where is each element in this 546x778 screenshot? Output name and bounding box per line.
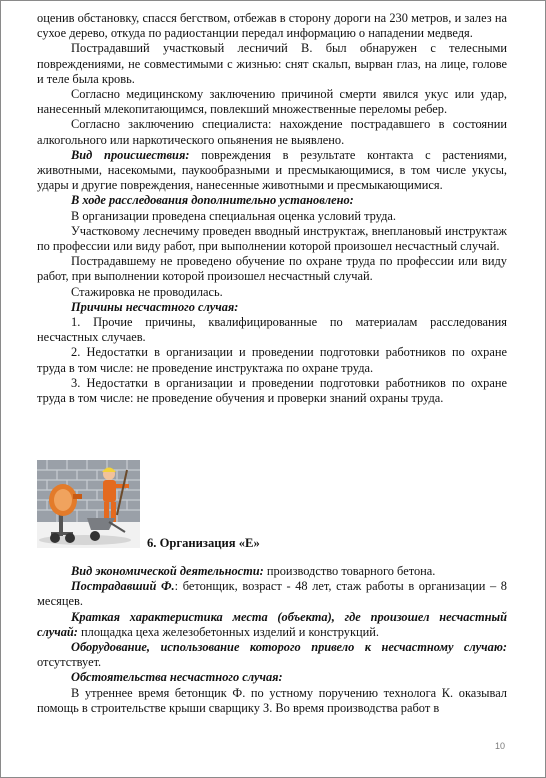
list-item: 2. Недостатки в организации и проведении подготовки работников по охране труда в том числе: не проведение инструктажа по охране труда. <box>37 345 507 375</box>
paragraph <box>37 193 507 208</box>
paragraph-text: площадка цеха железобетонных изделий и конструкций. <box>77 624 380 639</box>
label-circumstances: Обстоятельства несчастного случая: <box>71 670 283 685</box>
paragraph: В организации проведена специальная оценка условий труда. <box>71 208 396 223</box>
paragraph: Пострадавший участковый лесничий В. был обнаружен с телесными повреждениями, не совместимыми с жизнью: снят скальп, вырван глаз, на лице, голове и теле была кровь. <box>37 41 507 86</box>
paragraph <box>37 300 507 315</box>
list-item: 3. Недостатки в организации и проведении подготовки работников по охране труда в том числе: не проведение обучения и проверки знаний охраны труда. <box>37 375 507 406</box>
paragraph: Согласно медицинскому заключению причиной смерти явился укус или удар, нанесенный млекопитающимся, повлекший множественные переломы ребер. <box>37 87 507 117</box>
construction-worker-icon <box>37 460 140 548</box>
list-item: 1. Прочие причины, квалифицированные по материалам расследования несчастных случаев. <box>37 315 507 345</box>
label-activity: Вид экономической деятельности: <box>71 564 264 578</box>
label-victim: Пострадавший Ф. <box>71 579 175 594</box>
paragraph <box>37 148 507 194</box>
body-text-top <box>37 11 507 406</box>
label-equipment: Оборудование, использование которого привело к несчастному случаю: <box>71 640 507 655</box>
paragraph: Стажировка не проводилась. <box>71 284 223 299</box>
paragraph-text: : бетонщик, возраст - 48 лет, стаж работы в организации – 8 месяцев. <box>37 579 507 609</box>
paragraph-text: повреждения в результате контакта с растениями, животными, насекомыми, паукообразными и пресмыкающимися, в том числе укусы, удары и другие повреждения, нанесенные животными и пресмыкающимися. <box>37 147 507 193</box>
paragraph: Пострадавшему не проведено обучение по охране труда по профессии или виду работ, при выполнении которой произошел несчастный случай. <box>37 254 507 284</box>
paragraph <box>37 640 507 670</box>
paragraph: Согласно заключению специалиста: нахождение пострадавшего в состоянии алкогольного или наркотического опьянения не выявлено. <box>37 117 507 147</box>
paragraph: В утреннее время бетонщик Ф. по устному поручению технолога К. оказывал помощь в строительстве крыши сварщику З. Во время производства работ в <box>37 685 507 715</box>
section-title: 6. Организация «Е» <box>147 536 260 550</box>
paragraph: оценив обстановку, спасся бегством, отбежав в сторону дороги на 230 метров, и залез на сухое дерево, откуда по радиостанции передал информацию о нападении медведя. <box>37 11 507 41</box>
paragraph <box>37 564 507 579</box>
paragraph <box>37 579 507 609</box>
label-investigation: В ходе расследования дополнительно установлено: <box>71 193 354 208</box>
label-place: Краткая характеристика места (объекта), где произошел несчастный случай: <box>37 609 507 639</box>
paragraph <box>37 610 507 640</box>
paragraph <box>37 670 507 685</box>
body-text-bottom <box>37 564 507 716</box>
label-incident-type: Вид происшествия: <box>71 147 190 162</box>
paragraph-text: производство товарного бетона. <box>263 564 436 578</box>
paragraph-text: отсутствует. <box>37 655 102 670</box>
paragraph: Участковому леснечиму проведен вводный инструктаж, внеплановый инструктаж по профессии или виду работ, при выполнении которой произошел несчастный случай. <box>37 223 507 254</box>
label-causes: Причины несчастного случая: <box>71 299 239 314</box>
page-number: 10 <box>494 741 505 751</box>
